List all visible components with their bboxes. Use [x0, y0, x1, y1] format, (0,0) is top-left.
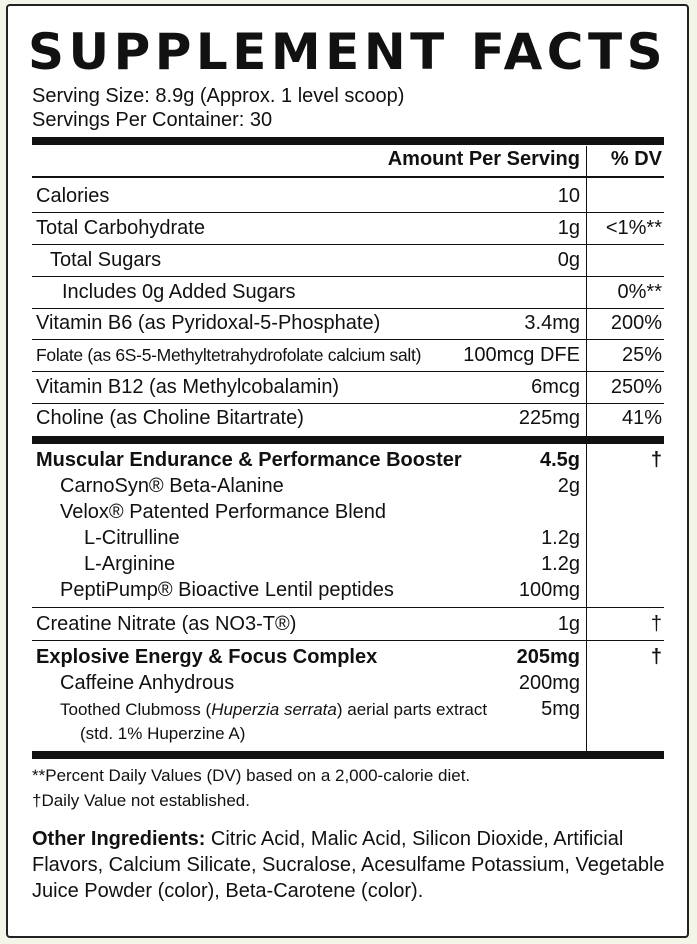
blend-name: Muscular Endurance & Performance Booster — [36, 449, 462, 471]
nutrient-name: Total Carbohydrate — [36, 217, 205, 239]
thick-divider — [32, 137, 664, 145]
nutrient-amount: 0g — [557, 249, 580, 271]
other-ingredients — [32, 826, 672, 904]
blend-name: Explosive Energy & Focus Complex — [36, 646, 378, 668]
nutrient-amount: 3.4mg — [524, 312, 580, 334]
footnote-dv: **Percent Daily Values (DV) based on a 2,000-calorie diet. — [32, 766, 471, 785]
nutrient-name: Calories — [36, 185, 110, 207]
nutrient-amount: 6mcg — [531, 376, 580, 398]
ingredient-standardization: (std. 1% Huperzine A) — [80, 724, 246, 743]
ingredient-amount: 1.2g — [541, 553, 580, 575]
row-divider — [32, 640, 664, 641]
ingredient-amount: 1g — [557, 613, 580, 635]
ingredient-name: PeptiPump® Bioactive Lentil peptides — [60, 579, 394, 601]
dv-header: % DV — [610, 148, 662, 170]
ingredient-dv: † — [650, 613, 662, 635]
ingredient-name: Velox® Patented Performance Blend — [60, 501, 387, 523]
row-divider — [32, 244, 664, 245]
nutrient-name: Vitamin B12 (as Methylcobalamin) — [36, 376, 340, 398]
blend-amount: 4.5g — [539, 449, 580, 471]
ingredient-amount: 100mg — [518, 579, 580, 601]
servings-per-container: Servings Per Container: 30 — [32, 109, 273, 131]
row-divider — [32, 212, 664, 213]
ingredient-name: L-Arginine — [84, 553, 176, 575]
ingredient-name: CarnoSyn® Beta-Alanine — [60, 475, 284, 497]
row-divider — [32, 276, 664, 277]
blend-dv: † — [650, 449, 662, 471]
ingredient-amount: 200mg — [518, 672, 580, 694]
nutrient-dv: 41% — [621, 407, 662, 429]
ingredient-name: Creatine Nitrate (as NO3-T®) — [36, 613, 297, 635]
nutrient-name: Folate (as 6S-5-Methyltetrahydrofolate calcium salt) — [36, 345, 422, 365]
nutrient-amount: 225mg — [518, 407, 580, 429]
nutrient-dv: 0%** — [617, 281, 662, 303]
column-separator — [586, 444, 587, 751]
latin-name: Huperzia serrata — [211, 700, 337, 719]
nutrient-name: Includes 0g Added Sugars — [62, 281, 296, 303]
row-divider — [32, 371, 664, 372]
thick-divider — [32, 751, 664, 759]
ingredient-amount: 1.2g — [541, 527, 580, 549]
row-divider — [32, 607, 664, 608]
nutrient-amount: 100mcg DFE — [463, 344, 580, 366]
panel-title: SUPPLEMENT FACTS — [28, 23, 668, 81]
thick-divider — [32, 436, 664, 444]
nutrient-name: Total Sugars — [50, 249, 162, 271]
serving-size: Serving Size: 8.9g (Approx. 1 level scoop) — [32, 85, 405, 107]
nutrient-name: Choline (as Choline Bitartrate) — [36, 407, 304, 429]
nutrient-dv: 25% — [621, 344, 662, 366]
footnote-dagger: †Daily Value not established. — [32, 791, 250, 810]
ingredient-name: Caffeine Anhydrous — [60, 672, 235, 694]
nutrient-dv: 200% — [610, 312, 662, 334]
ingredient-name: Toothed Clubmoss (Huperzia serrata) aerial parts extract — [60, 700, 488, 719]
ingredient-name: L-Citrulline — [84, 527, 180, 549]
ingredient-amount: 2g — [557, 475, 580, 497]
row-divider — [32, 403, 664, 404]
amount-per-serving-header: Amount Per Serving — [387, 148, 580, 170]
other-ingredients-label: Other Ingredients: — [32, 828, 206, 850]
nutrient-dv: <1%** — [605, 217, 662, 239]
column-separator — [586, 146, 587, 436]
other-ingredients-text: Citric Acid, Malic Acid, Silicon Dioxide, Artificial Flavors, Calcium Silicate, Sucralose, Acesulfame Potassium, Vegetable Juice Powder (color), Beta-Carotene (color). — [32, 828, 665, 902]
row-divider — [32, 339, 664, 340]
nutrient-name: Vitamin B6 (as Pyridoxal-5-Phosphate) — [36, 312, 381, 334]
row-divider — [32, 308, 664, 309]
header-divider — [32, 176, 664, 178]
blend-dv: † — [650, 646, 662, 668]
blend-amount: 205mg — [516, 646, 580, 668]
nutrient-dv: 250% — [610, 376, 662, 398]
ingredient-amount: 5mg — [541, 698, 580, 720]
nutrient-amount: 1g — [557, 217, 580, 239]
nutrient-amount: 10 — [557, 185, 580, 207]
